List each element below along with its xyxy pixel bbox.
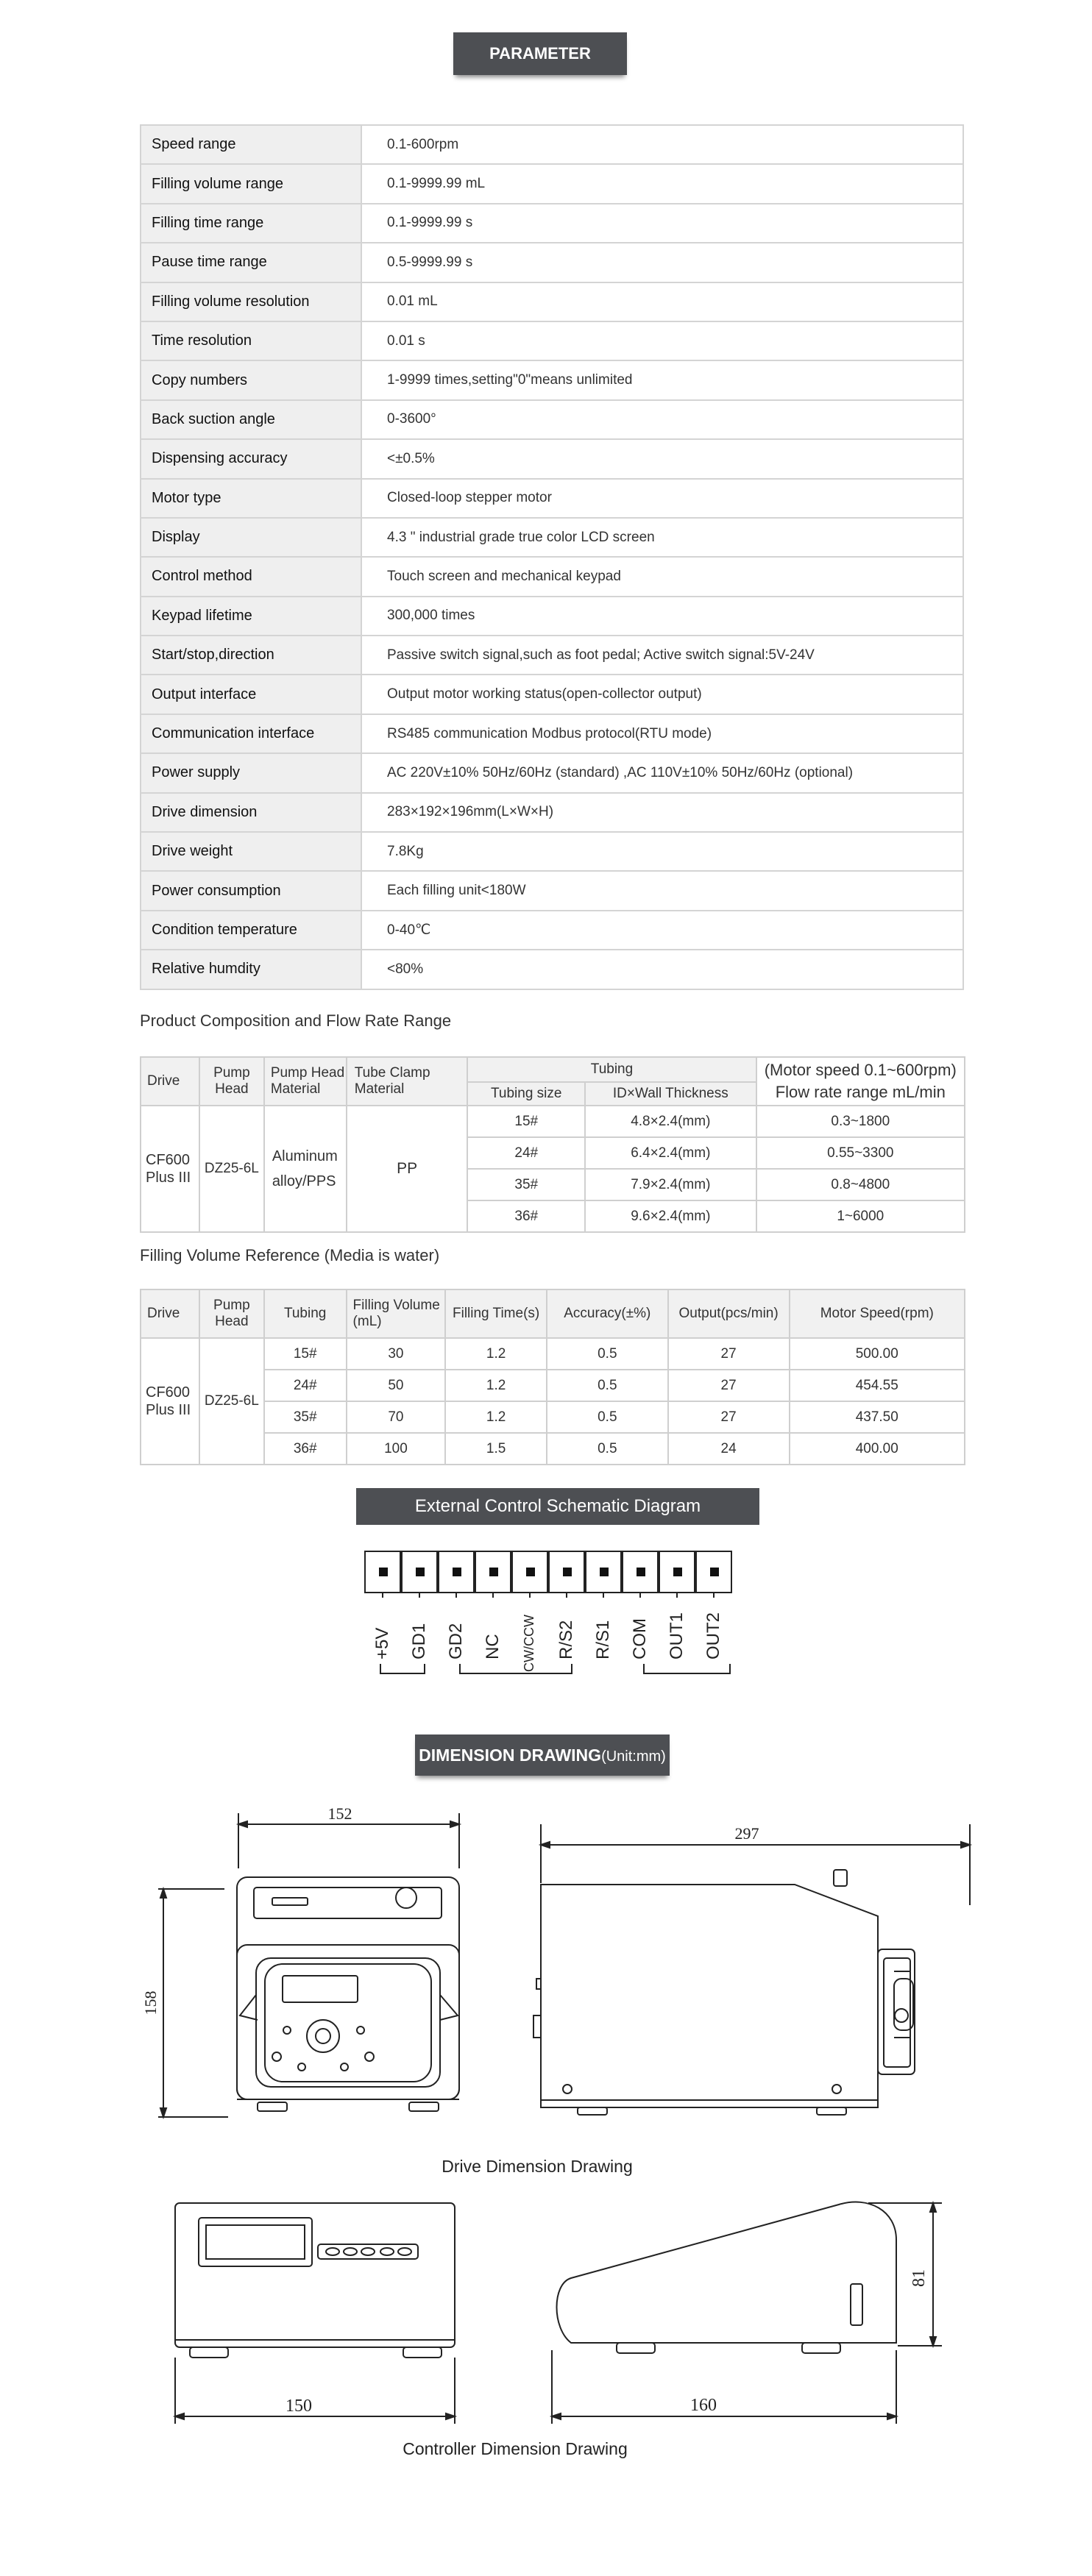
- parameter-row: [141, 282, 963, 321]
- col-time: Filling Time(s): [445, 1289, 547, 1338]
- parameter-value: Closed-loop stepper motor: [361, 479, 963, 518]
- fill-volume: 30: [347, 1338, 446, 1370]
- col-pump-head-material: Pump Head Material: [264, 1057, 347, 1106]
- parameter-value: Passive switch signal,such as foot pedal; Active switch signal:5V-24V: [361, 636, 963, 675]
- fill-volume: 100: [347, 1433, 446, 1465]
- fill-volume: 50: [347, 1370, 446, 1401]
- parameter-row: [141, 714, 963, 753]
- drive-height-label: 158: [141, 1990, 160, 2015]
- fill-time: 1.2: [445, 1370, 547, 1401]
- parameter-label: Pause time range: [141, 243, 361, 282]
- terminal-brackets: [364, 1551, 747, 1698]
- terminal-label: COM: [630, 1618, 650, 1659]
- dimension-unit: (Unit:mm): [601, 1748, 666, 1765]
- drive-width-label: 152: [327, 1804, 352, 1823]
- fill-speed: 500.00: [790, 1338, 965, 1370]
- terminal-label: R/S1: [593, 1620, 613, 1659]
- fill-time: 1.2: [445, 1338, 547, 1370]
- parameter-value: 0.5-9999.99 s: [361, 243, 963, 282]
- parameter-label: Back suction angle: [141, 400, 361, 439]
- terminal-label: OUT1: [667, 1612, 687, 1659]
- col-volume: Filling Volume (mL): [347, 1289, 446, 1338]
- parameter-label: Motor type: [141, 479, 361, 518]
- comp-row-size: 35#: [467, 1169, 585, 1200]
- parameter-label: Dispensing accuracy: [141, 439, 361, 478]
- parameter-label: Drive weight: [141, 832, 361, 871]
- controller-caption: Controller Dimension Drawing: [403, 2439, 628, 2458]
- terminal-label: +5V: [372, 1627, 392, 1659]
- parameter-value: Touch screen and mechanical keypad: [361, 557, 963, 596]
- fill-tubing: 35#: [264, 1401, 347, 1433]
- terminal-label: CW/CCW: [522, 1615, 536, 1672]
- drive-front-drawing: [141, 1795, 486, 2133]
- fill-accuracy: 0.5: [547, 1370, 668, 1401]
- controller-height-label: 81: [910, 2269, 929, 2287]
- parameter-row: [141, 360, 963, 399]
- comp-row-size: 15#: [467, 1106, 585, 1137]
- fill-output: 27: [668, 1338, 790, 1370]
- parameter-label: Condition temperature: [141, 911, 361, 950]
- fill-accuracy: 0.5: [547, 1338, 668, 1370]
- comp-row-flow: 1~6000: [756, 1200, 965, 1232]
- parameter-row: [141, 321, 963, 360]
- parameter-value: 0-3600°: [361, 400, 963, 439]
- parameter-value: AC 220V±10% 50Hz/60Hz (standard) ,AC 110V±10% 50Hz/60Hz (optional): [361, 753, 963, 792]
- terminal-label: GD1: [409, 1623, 429, 1659]
- col-pump-head: Pump Head: [199, 1289, 264, 1338]
- comp-pump-head: DZ25-6L: [199, 1106, 264, 1232]
- fill-speed: 400.00: [790, 1433, 965, 1465]
- fill-speed: 437.50: [790, 1401, 965, 1433]
- fill-tubing: 24#: [264, 1370, 347, 1401]
- fill-pump-head: DZ25-6L: [199, 1338, 264, 1465]
- parameter-value: 1-9999 times,setting"0"means unlimited: [361, 360, 963, 399]
- parameter-label: Filling time range: [141, 204, 361, 243]
- col-accuracy: Accuracy(±%): [547, 1289, 668, 1338]
- comp-pump-head-material: Aluminum alloy/PPS: [264, 1106, 347, 1232]
- col-drive: Drive: [141, 1289, 199, 1338]
- terminal-label: R/S2: [556, 1620, 576, 1659]
- drive-length-label: 297: [734, 1824, 759, 1843]
- parameter-row: [141, 439, 963, 478]
- parameter-label: Filling volume resolution: [141, 282, 361, 321]
- comp-row-size: 24#: [467, 1137, 585, 1169]
- col-tubing-size: Tubing size: [467, 1082, 585, 1106]
- parameter-value: <80%: [361, 950, 963, 989]
- comp-row-flow: 0.8~4800: [756, 1169, 965, 1200]
- parameter-row: [141, 204, 963, 243]
- parameter-label: Drive dimension: [141, 793, 361, 832]
- fill-output: 24: [668, 1433, 790, 1465]
- comp-row-wall: 9.6×2.4(mm): [585, 1200, 756, 1232]
- controller-width-label: 150: [286, 2397, 312, 2416]
- parameter-row: [141, 479, 963, 518]
- fill-speed: 454.55: [790, 1370, 965, 1401]
- parameter-label: Time resolution: [141, 321, 361, 360]
- parameter-value: 0.01 mL: [361, 282, 963, 321]
- parameter-value: Each filling unit<180W: [361, 871, 963, 910]
- parameter-row: [141, 597, 963, 636]
- parameter-value: 0-40℃: [361, 911, 963, 950]
- comp-row-flow: 0.3~1800: [756, 1106, 965, 1137]
- fill-tubing: 15#: [264, 1338, 347, 1370]
- parameter-row: [141, 125, 963, 164]
- col-pump-head: Pump Head: [199, 1057, 264, 1106]
- parameter-value: <±0.5%: [361, 439, 963, 478]
- fill-time: 1.5: [445, 1433, 547, 1465]
- parameter-label: Power supply: [141, 753, 361, 792]
- parameter-banner: PARAMETER: [453, 32, 627, 75]
- parameter-value: 4.3 " industrial grade true color LCD screen: [361, 518, 963, 557]
- parameter-label: Filling volume range: [141, 164, 361, 203]
- comp-row-flow: 0.55~3300: [756, 1137, 965, 1169]
- parameter-row: [141, 871, 963, 910]
- fill-time: 1.2: [445, 1401, 547, 1433]
- parameter-row: [141, 753, 963, 792]
- parameter-row: [141, 675, 963, 714]
- comp-row-wall: 6.4×2.4(mm): [585, 1137, 756, 1169]
- composition-title: Product Composition and Flow Rate Range: [140, 1011, 452, 1030]
- fill-accuracy: 0.5: [547, 1433, 668, 1465]
- col-tube-clamp-material: Tube Clamp Material: [347, 1057, 468, 1106]
- col-tubing: Tubing: [467, 1057, 756, 1082]
- comp-row-wall: 7.9×2.4(mm): [585, 1169, 756, 1200]
- parameter-row: [141, 832, 963, 871]
- col-drive: Drive: [141, 1057, 199, 1106]
- parameter-label: Speed range: [141, 125, 361, 164]
- fill-output: 27: [668, 1370, 790, 1401]
- col-wall-thickness: ID×Wall Thickness: [585, 1082, 756, 1106]
- parameter-value: RS485 communication Modbus protocol(RTU mode): [361, 714, 963, 753]
- controller-side-drawing: [545, 2196, 957, 2446]
- parameter-value: 283×192×196mm(L×W×H): [361, 793, 963, 832]
- parameter-value: 0.1-9999.99 s: [361, 204, 963, 243]
- parameter-row: [141, 911, 963, 950]
- comp-tube-clamp-material: PP: [347, 1106, 468, 1232]
- fill-volume: 70: [347, 1401, 446, 1433]
- parameter-row: [141, 636, 963, 675]
- parameter-table: [140, 124, 964, 990]
- schematic-banner: External Control Schematic Diagram: [356, 1488, 759, 1525]
- parameter-value: Output motor working status(open-collector output): [361, 675, 963, 714]
- parameter-label: Display: [141, 518, 361, 557]
- drive-caption: Drive Dimension Drawing: [442, 2157, 633, 2176]
- col-output: Output(pcs/min): [668, 1289, 790, 1338]
- parameter-row: [141, 557, 963, 596]
- comp-row-wall: 4.8×2.4(mm): [585, 1106, 756, 1137]
- motor-speed-note: (Motor speed 0.1~600rpm): [764, 1061, 957, 1079]
- filling-title: Filling Volume Reference (Media is water): [140, 1246, 440, 1264]
- parameter-label: Start/stop,direction: [141, 636, 361, 675]
- parameter-row: [141, 950, 963, 989]
- comp-drive: CF600 Plus III: [141, 1106, 199, 1232]
- parameter-value: 0.1-9999.99 mL: [361, 164, 963, 203]
- parameter-label: Relative humdity: [141, 950, 361, 989]
- parameter-value: 300,000 times: [361, 597, 963, 636]
- parameter-label: Control method: [141, 557, 361, 596]
- controller-front-drawing: [169, 2196, 471, 2446]
- fill-tubing: 36#: [264, 1433, 347, 1465]
- controller-length-label: 160: [690, 2396, 717, 2415]
- parameter-value: 0.01 s: [361, 321, 963, 360]
- parameter-label: Output interface: [141, 675, 361, 714]
- terminal-label: NC: [483, 1634, 503, 1659]
- parameter-row: [141, 400, 963, 439]
- fill-output: 27: [668, 1401, 790, 1433]
- dimension-banner: [415, 1734, 670, 1776]
- terminal-label: OUT2: [703, 1612, 723, 1659]
- parameter-label: Communication interface: [141, 714, 361, 753]
- parameter-value: 7.8Kg: [361, 832, 963, 871]
- parameter-row: [141, 164, 963, 203]
- col-flow-rate: [756, 1057, 965, 1106]
- col-tubing: Tubing: [264, 1289, 347, 1338]
- dimension-title: DIMENSION DRAWING: [419, 1746, 602, 1765]
- parameter-label: Copy numbers: [141, 360, 361, 399]
- fill-drive: CF600 Plus III: [141, 1338, 199, 1465]
- drive-side-drawing: [526, 1795, 990, 2133]
- parameter-label: Keypad lifetime: [141, 597, 361, 636]
- parameter-row: [141, 243, 963, 282]
- fill-accuracy: 0.5: [547, 1401, 668, 1433]
- parameter-value: 0.1-600rpm: [361, 125, 963, 164]
- flow-rate-label: Flow rate range mL/min: [775, 1083, 946, 1101]
- parameter-row: [141, 793, 963, 832]
- parameter-label: Power consumption: [141, 871, 361, 910]
- comp-row-size: 36#: [467, 1200, 585, 1232]
- composition-table: [140, 1056, 965, 1233]
- parameter-row: [141, 518, 963, 557]
- terminal-label: GD2: [446, 1623, 466, 1659]
- filling-table: [140, 1289, 965, 1465]
- col-speed: Motor Speed(rpm): [790, 1289, 965, 1338]
